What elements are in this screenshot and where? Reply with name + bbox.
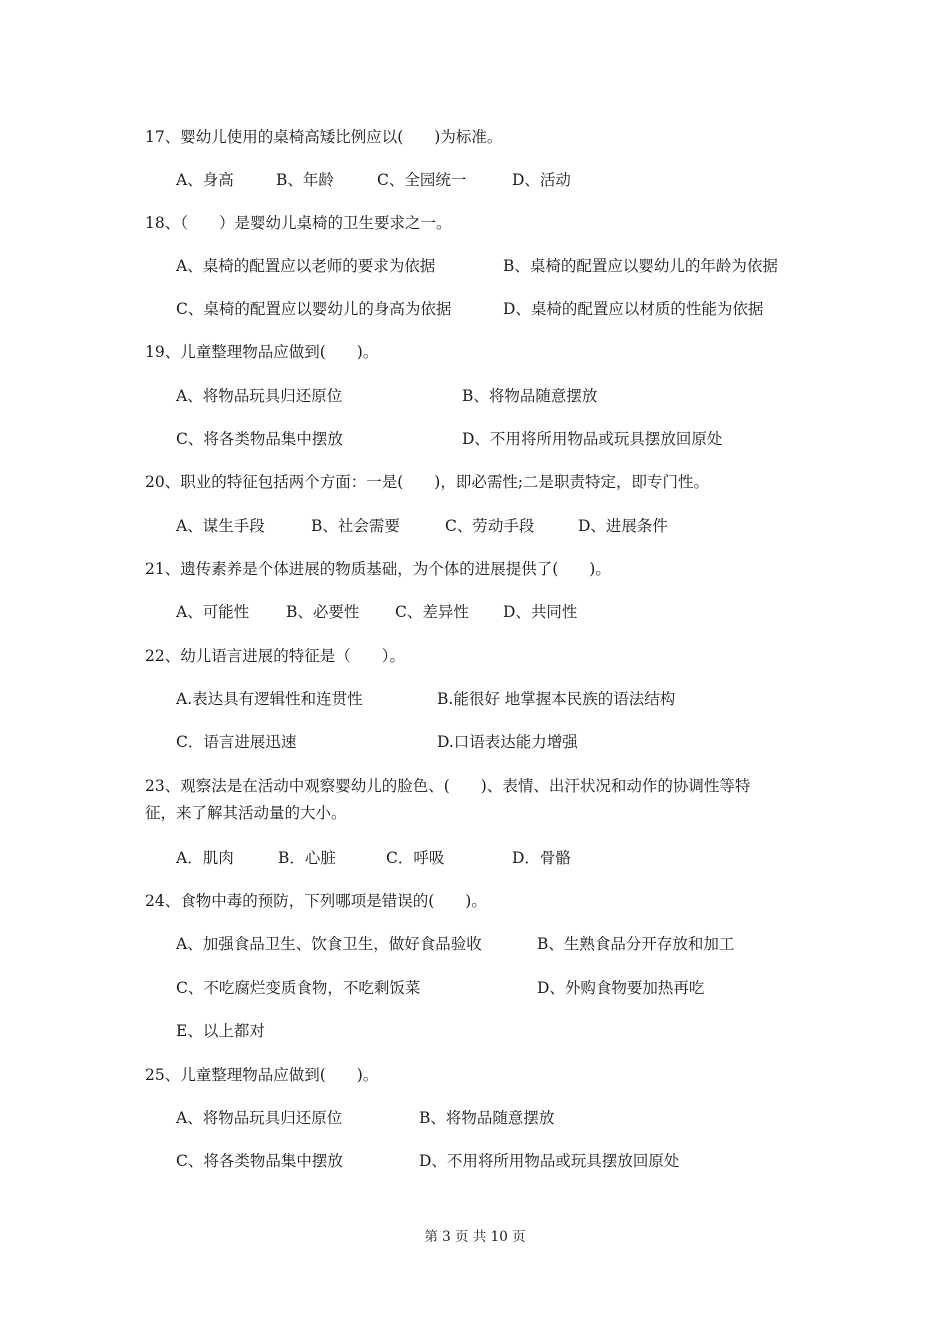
- q17-option-d: D、活动: [512, 171, 571, 189]
- question-23-stem-continued: 征，来了解其活动量的大小。: [145, 804, 347, 822]
- q18-option-d: D、桌椅的配置应以材质的性能为依据: [503, 300, 764, 318]
- q21-option-b: B、必要性: [286, 603, 360, 621]
- q17-option-c: C、全园统一: [377, 171, 467, 189]
- q24-option-b: B、生熟食品分开存放和加工: [537, 935, 735, 953]
- q21-option-d: D、共同性: [503, 603, 578, 621]
- q23-option-c: C．呼吸: [386, 849, 445, 867]
- q17-option-a: A、身高: [176, 171, 234, 189]
- q18-option-b: B、桌椅的配置应以婴幼儿的年龄为依据: [503, 257, 778, 275]
- question-23-stem: 23、观察法是在活动中观察婴幼儿的脸色、( )、表情、出汗状况和动作的协调性等特: [145, 777, 751, 795]
- q25-option-b: B、将物品随意摆放: [419, 1109, 555, 1127]
- q22-option-b: B.能很好 地掌握本民族的语法结构: [437, 690, 676, 708]
- question-21-stem: 21、遗传素养是个体进展的物质基础，为个体的进展提供了( )。: [145, 560, 611, 578]
- q25-option-c: C、将各类物品集中摆放: [176, 1152, 343, 1170]
- question-18-stem: 18、（ ）是婴幼儿桌椅的卫生要求之一。: [145, 214, 452, 232]
- q20-option-a: A、谋生手段: [176, 517, 265, 535]
- q19-option-b: B、将物品随意摆放: [462, 387, 598, 405]
- question-25-stem: 25、儿童整理物品应做到( )。: [145, 1066, 379, 1084]
- q20-option-c: C、劳动手段: [445, 517, 535, 535]
- q23-option-a: A．肌肉: [176, 849, 234, 867]
- question-17-stem: 17、婴幼儿使用的桌椅高矮比例应以( )为标准。: [145, 128, 503, 146]
- q24-option-c: C、不吃腐烂变质食物，不吃剩饭菜: [176, 979, 421, 997]
- q22-option-c: C．语言进展迅速: [176, 733, 297, 751]
- q20-option-b: B、社会需要: [311, 517, 400, 535]
- q17-option-b: B、年龄: [276, 171, 334, 189]
- q22-option-a: A.表达具有逻辑性和连贯性: [176, 690, 363, 708]
- question-19-stem: 19、儿童整理物品应做到( )。: [145, 343, 379, 361]
- q19-option-a: A、将物品玩具归还原位: [176, 387, 343, 405]
- q18-option-c: C、桌椅的配置应以婴幼儿的身高为依据: [176, 300, 452, 318]
- question-22-stem: 22、幼儿语言进展的特征是（ ）。: [145, 647, 405, 665]
- q18-option-a: A、桌椅的配置应以老师的要求为依据: [176, 257, 436, 275]
- q21-option-c: C、差异性: [395, 603, 469, 621]
- q22-option-d: D.口语表达能力增强: [437, 733, 578, 751]
- q25-option-d: D、不用将所用物品或玩具摆放回原处: [419, 1152, 680, 1170]
- q20-option-d: D、进展条件: [578, 517, 668, 535]
- question-24-stem: 24、食物中毒的预防，下列哪项是错误的( )。: [145, 892, 487, 910]
- q23-option-d: D．骨骼: [512, 849, 571, 867]
- page-footer: 第 3 页 共 10 页: [424, 1229, 526, 1245]
- q24-option-d: D、外购食物要加热再吃: [537, 979, 705, 997]
- q25-option-a: A、将物品玩具归还原位: [176, 1109, 343, 1127]
- q24-option-a: A、加强食品卫生、饮食卫生，做好食品验收: [176, 935, 482, 953]
- q23-option-b: B．心脏: [278, 849, 336, 867]
- q21-option-a: A、可能性: [176, 603, 250, 621]
- question-20-stem: 20、职业的特征包括两个方面：一是( )，即必需性;二是职责特定，即专门性。: [145, 473, 710, 491]
- q24-option-e: E、以上都对: [176, 1022, 265, 1040]
- q19-option-c: C、将各类物品集中摆放: [176, 430, 343, 448]
- q19-option-d: D、不用将所用物品或玩具摆放回原处: [462, 430, 723, 448]
